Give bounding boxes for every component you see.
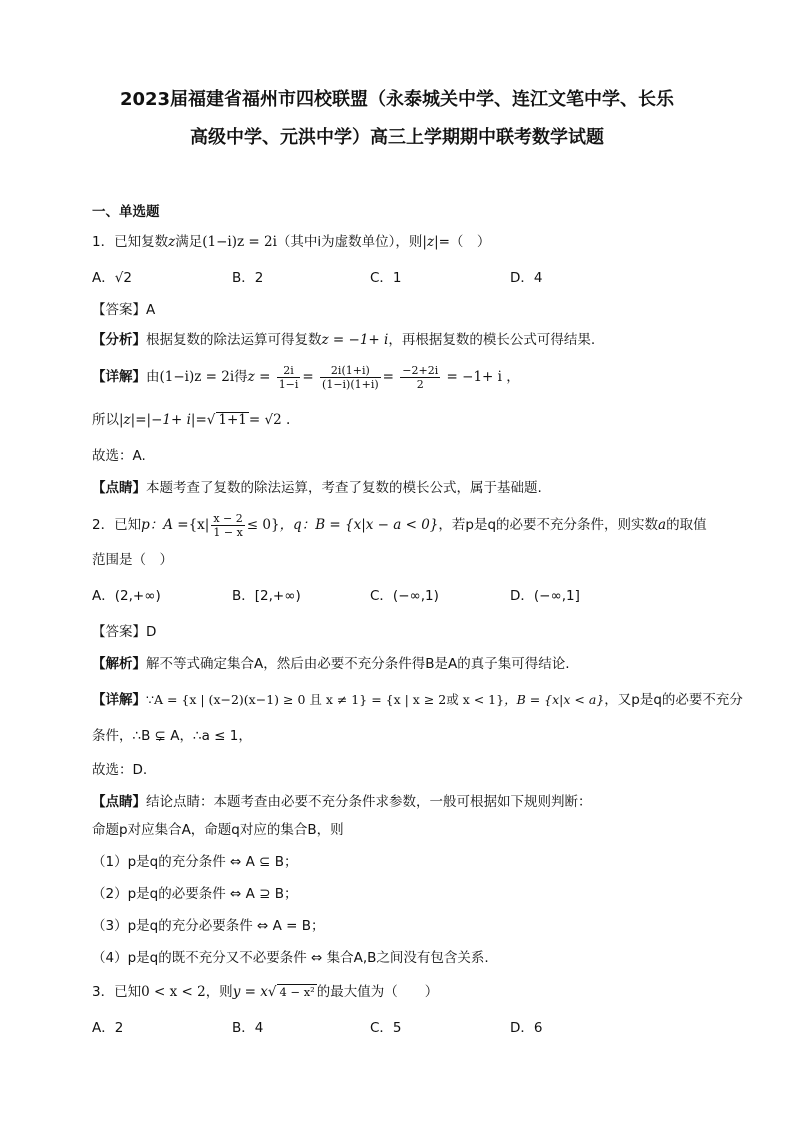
q1-answer: 【答案】A	[92, 302, 156, 318]
q1-option-c: C．1	[370, 270, 402, 286]
q2-option-a: A．(2,+∞)	[92, 588, 161, 604]
q2-stem: 2．已知p：A ={x| $\frac{x - 2}{1 - x}$ ≤ 0}，q：B = {x|x − a < 0}，若p是q的必要不充分条件，则实数a的取值	[92, 511, 707, 539]
q2-stem-cont: 范围是（ ）	[92, 552, 173, 568]
q1-option-a: A．√2	[92, 270, 132, 286]
q1-option-d: D．4	[510, 270, 543, 286]
q2-option-b: B．[2,+∞)	[232, 588, 301, 604]
fraction: $\frac{2i}{1-i}$	[278, 363, 299, 391]
q2-rule-2: （2）p是q的必要条件 ⇔ A ⊇ B；	[92, 886, 298, 902]
q1-option-b: B．2	[232, 270, 264, 286]
q3-option-c: C．5	[370, 1020, 402, 1036]
q3-option-a: A．2	[92, 1020, 124, 1036]
q1-choose: 故选：A.	[92, 448, 146, 464]
q2-option-c: C．(−∞,1)	[370, 588, 439, 604]
q2-rule-4: （4）p是q的既不充分又不必要条件 ⇔ 集合A,B之间没有包含关系.	[92, 950, 489, 966]
document-title-line-2: 高级中学、元洪中学）高三上学期期中联考数学试题	[190, 127, 604, 148]
q2-comment: 【点睛】结论点睛：本题考查由必要不充分条件求参数，一般可根据如下规则判断：	[92, 794, 592, 810]
q1-modulus: 所以|z|=|−1+ i|=√ 1+1 = √2 .	[92, 412, 291, 428]
q2-analysis: 【解析】解不等式确定集合A，然后由必要不充分条件得B是A的真子集可得结论.	[92, 656, 570, 672]
q2-option-d: D．(−∞,1]	[510, 588, 580, 604]
fraction: $\frac{x - 2}{1 - x}$	[213, 511, 243, 539]
fraction: $\frac{-2+2i}{2}$	[402, 363, 439, 391]
q3-option-d: D．6	[510, 1020, 543, 1036]
q1-comment: 【点睛】本题考查了复数的除法运算，考查了复数的模长公式，属于基础题.	[92, 480, 542, 496]
q2-rule-3: （3）p是q的充分必要条件 ⇔ A = B；	[92, 918, 325, 934]
q2-choose: 故选：D.	[92, 762, 148, 778]
q2-rule-1: （1）p是q的充分条件 ⇔ A ⊆ B；	[92, 854, 298, 870]
q2-detail: 【详解】∵A = {x | (x−2)(x−1) ≥ 0 且 x ≠ 1} = {x | x ≥ 2或 x < 1}，B = {x|x < a}，又p是q的必要不充分	[92, 692, 743, 708]
q3-stem: 3．已知0 < x < 2，则y = x√ 4 − x² 的最大值为（ ）	[92, 984, 439, 1000]
q3-option-b: B．4	[232, 1020, 264, 1036]
fraction: $\frac{2i(1+i)}{(1-i)(1+i)}$	[322, 363, 379, 391]
q1-stem: 1．已知复数z满足(1−i)z = 2i（其中i为虚数单位），则|z|=（ ）	[92, 234, 491, 250]
q2-rule-intro: 命题p对应集合A，命题q对应的集合B，则	[92, 822, 344, 838]
document-title-line-1: 2023届福建省福州市四校联盟（永泰城关中学、连江文笔中学、长乐	[119, 89, 675, 110]
q1-analysis: 【分析】根据复数的除法运算可得复数z = −1+ i，再根据复数的模长公式可得结果.	[92, 332, 596, 348]
q2-detail-cont: 条件，∴B ⊊ A，∴a ≤ 1，	[92, 728, 252, 744]
section-heading: 一、单选题	[92, 204, 160, 220]
q1-detail: 【详解】由(1−i)z = 2i得z = $\frac{2i}{1-i}$ = $\frac{2i(1+i)}{(1-i)(1+i)}$ = $\frac{-2+2i}{2}$ = −1+ i ，	[92, 363, 520, 391]
q2-answer: 【答案】D	[92, 624, 157, 640]
